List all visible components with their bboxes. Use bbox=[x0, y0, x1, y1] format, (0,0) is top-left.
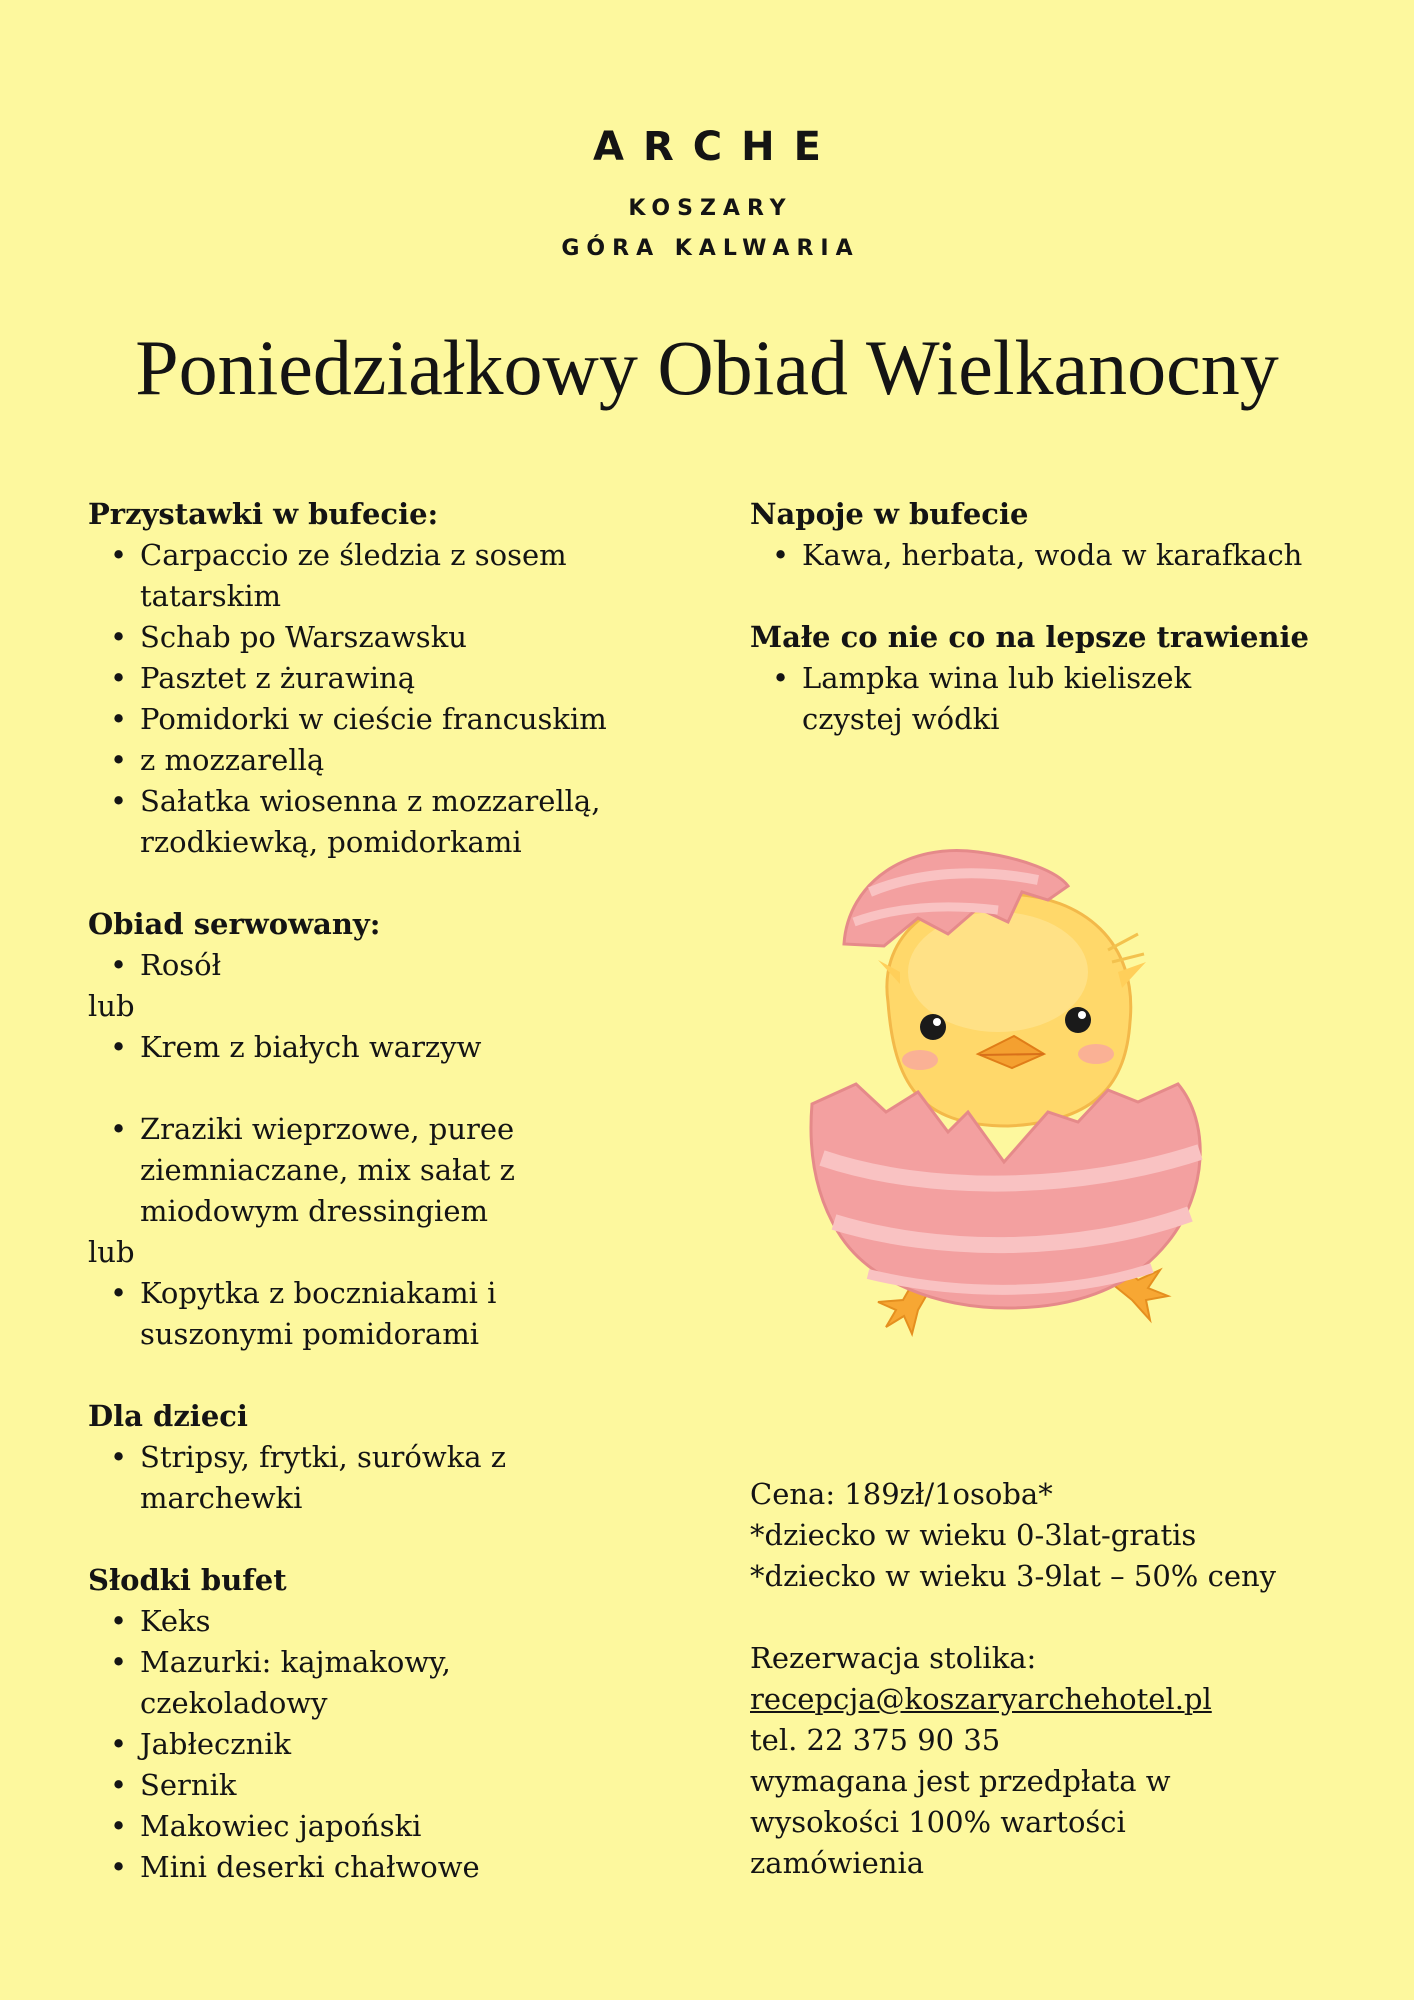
menu-left-column bbox=[88, 494, 708, 1888]
price-and-reservation-info bbox=[750, 1474, 1370, 1884]
obiad-list-1 bbox=[88, 945, 708, 986]
reservation-email-link[interactable]: recepcja@koszaryarchehotel.pl bbox=[750, 1682, 1212, 1716]
list-item: • Krem z białych warzyw bbox=[88, 1027, 708, 1068]
list-item: • Rosół bbox=[88, 945, 708, 986]
or-label: lub bbox=[88, 989, 135, 1023]
section-title-obiad: Obiad serwowany: bbox=[88, 907, 381, 941]
napoje-list bbox=[750, 535, 1350, 576]
list-item: • Pomidorki w cieście francuskim bbox=[88, 699, 708, 740]
list-item: • Mazurki: kajmakowy, czekoladowy bbox=[88, 1642, 500, 1724]
page-title: Poniedziałkowy Obiad Wielkanocny bbox=[135, 324, 1279, 411]
brand-subtitle-location: GÓRA KALWARIA bbox=[561, 236, 860, 261]
obiad-list-3 bbox=[88, 1109, 708, 1232]
list-item: • Stripsy, frytki, surówka z marchewki bbox=[88, 1437, 530, 1519]
list-item: • Sernik bbox=[88, 1765, 708, 1806]
list-item: • Pasztet z żurawiną bbox=[88, 658, 708, 699]
reservation-label: Rezerwacja stolika: bbox=[750, 1641, 1037, 1675]
brand-name: ARCHE bbox=[593, 124, 840, 170]
price-note-2: *dziecko w wieku 3-9lat – 50% ceny bbox=[750, 1559, 1277, 1593]
list-item: • Sałatka wiosenna z mozzarellą, rzodkiewką, pomidorkami bbox=[88, 781, 708, 863]
section-title-slodki: Słodki bufet bbox=[88, 1563, 287, 1597]
brand-subtitle-koszary: KOSZARY bbox=[628, 196, 793, 221]
list-item: • Kawa, herbata, woda w karafkach bbox=[750, 535, 1350, 576]
section-title-dzieci: Dla dzieci bbox=[88, 1399, 248, 1433]
or-label: lub bbox=[88, 1235, 135, 1269]
menu-right-column bbox=[750, 494, 1350, 740]
list-item: • Jabłecznik bbox=[88, 1724, 708, 1765]
list-item: • Makowiec japoński bbox=[88, 1806, 708, 1847]
dzieci-list bbox=[88, 1437, 708, 1519]
section-title-przystawki: Przystawki w bufecie: bbox=[88, 497, 439, 531]
list-item: • Mini deserki chałwowe bbox=[88, 1847, 708, 1888]
section-title-napoje: Napoje w bufecie bbox=[750, 497, 1029, 531]
list-item: • Carpaccio ze śledzia z sosem tatarskim bbox=[88, 535, 708, 617]
przystawki-list bbox=[88, 535, 708, 863]
obiad-list-2 bbox=[88, 1027, 708, 1068]
easter-chick-illustration bbox=[808, 822, 1208, 1362]
price-text: Cena: 189zł/1osoba* bbox=[750, 1477, 1053, 1511]
list-item: • Keks bbox=[88, 1601, 708, 1642]
prepayment-note: wymagana jest przedpłata w wysokości 100% wartości zamówienia bbox=[750, 1764, 1171, 1880]
list-item: • Schab po Warszawsku bbox=[88, 617, 708, 658]
section-title-male: Małe co nie co na lepsze trawienie bbox=[750, 620, 1309, 654]
list-item: • Lampka wina lub kieliszek czystej wódki bbox=[750, 658, 1202, 740]
list-item: • Kopytka z boczniakami i suszonymi pomidorami bbox=[88, 1273, 520, 1355]
price-note-1: *dziecko w wieku 0-3lat-gratis bbox=[750, 1518, 1197, 1552]
male-list bbox=[750, 658, 1350, 740]
slodki-list bbox=[88, 1601, 708, 1888]
list-item: • Zraziki wieprzowe, puree ziemniaczane, mix sałat z miodowym dressingiem bbox=[88, 1109, 530, 1232]
list-item: • z mozzarellą bbox=[88, 740, 708, 781]
phone-number: tel. 22 375 90 35 bbox=[750, 1723, 1001, 1757]
obiad-list-4 bbox=[88, 1273, 708, 1355]
